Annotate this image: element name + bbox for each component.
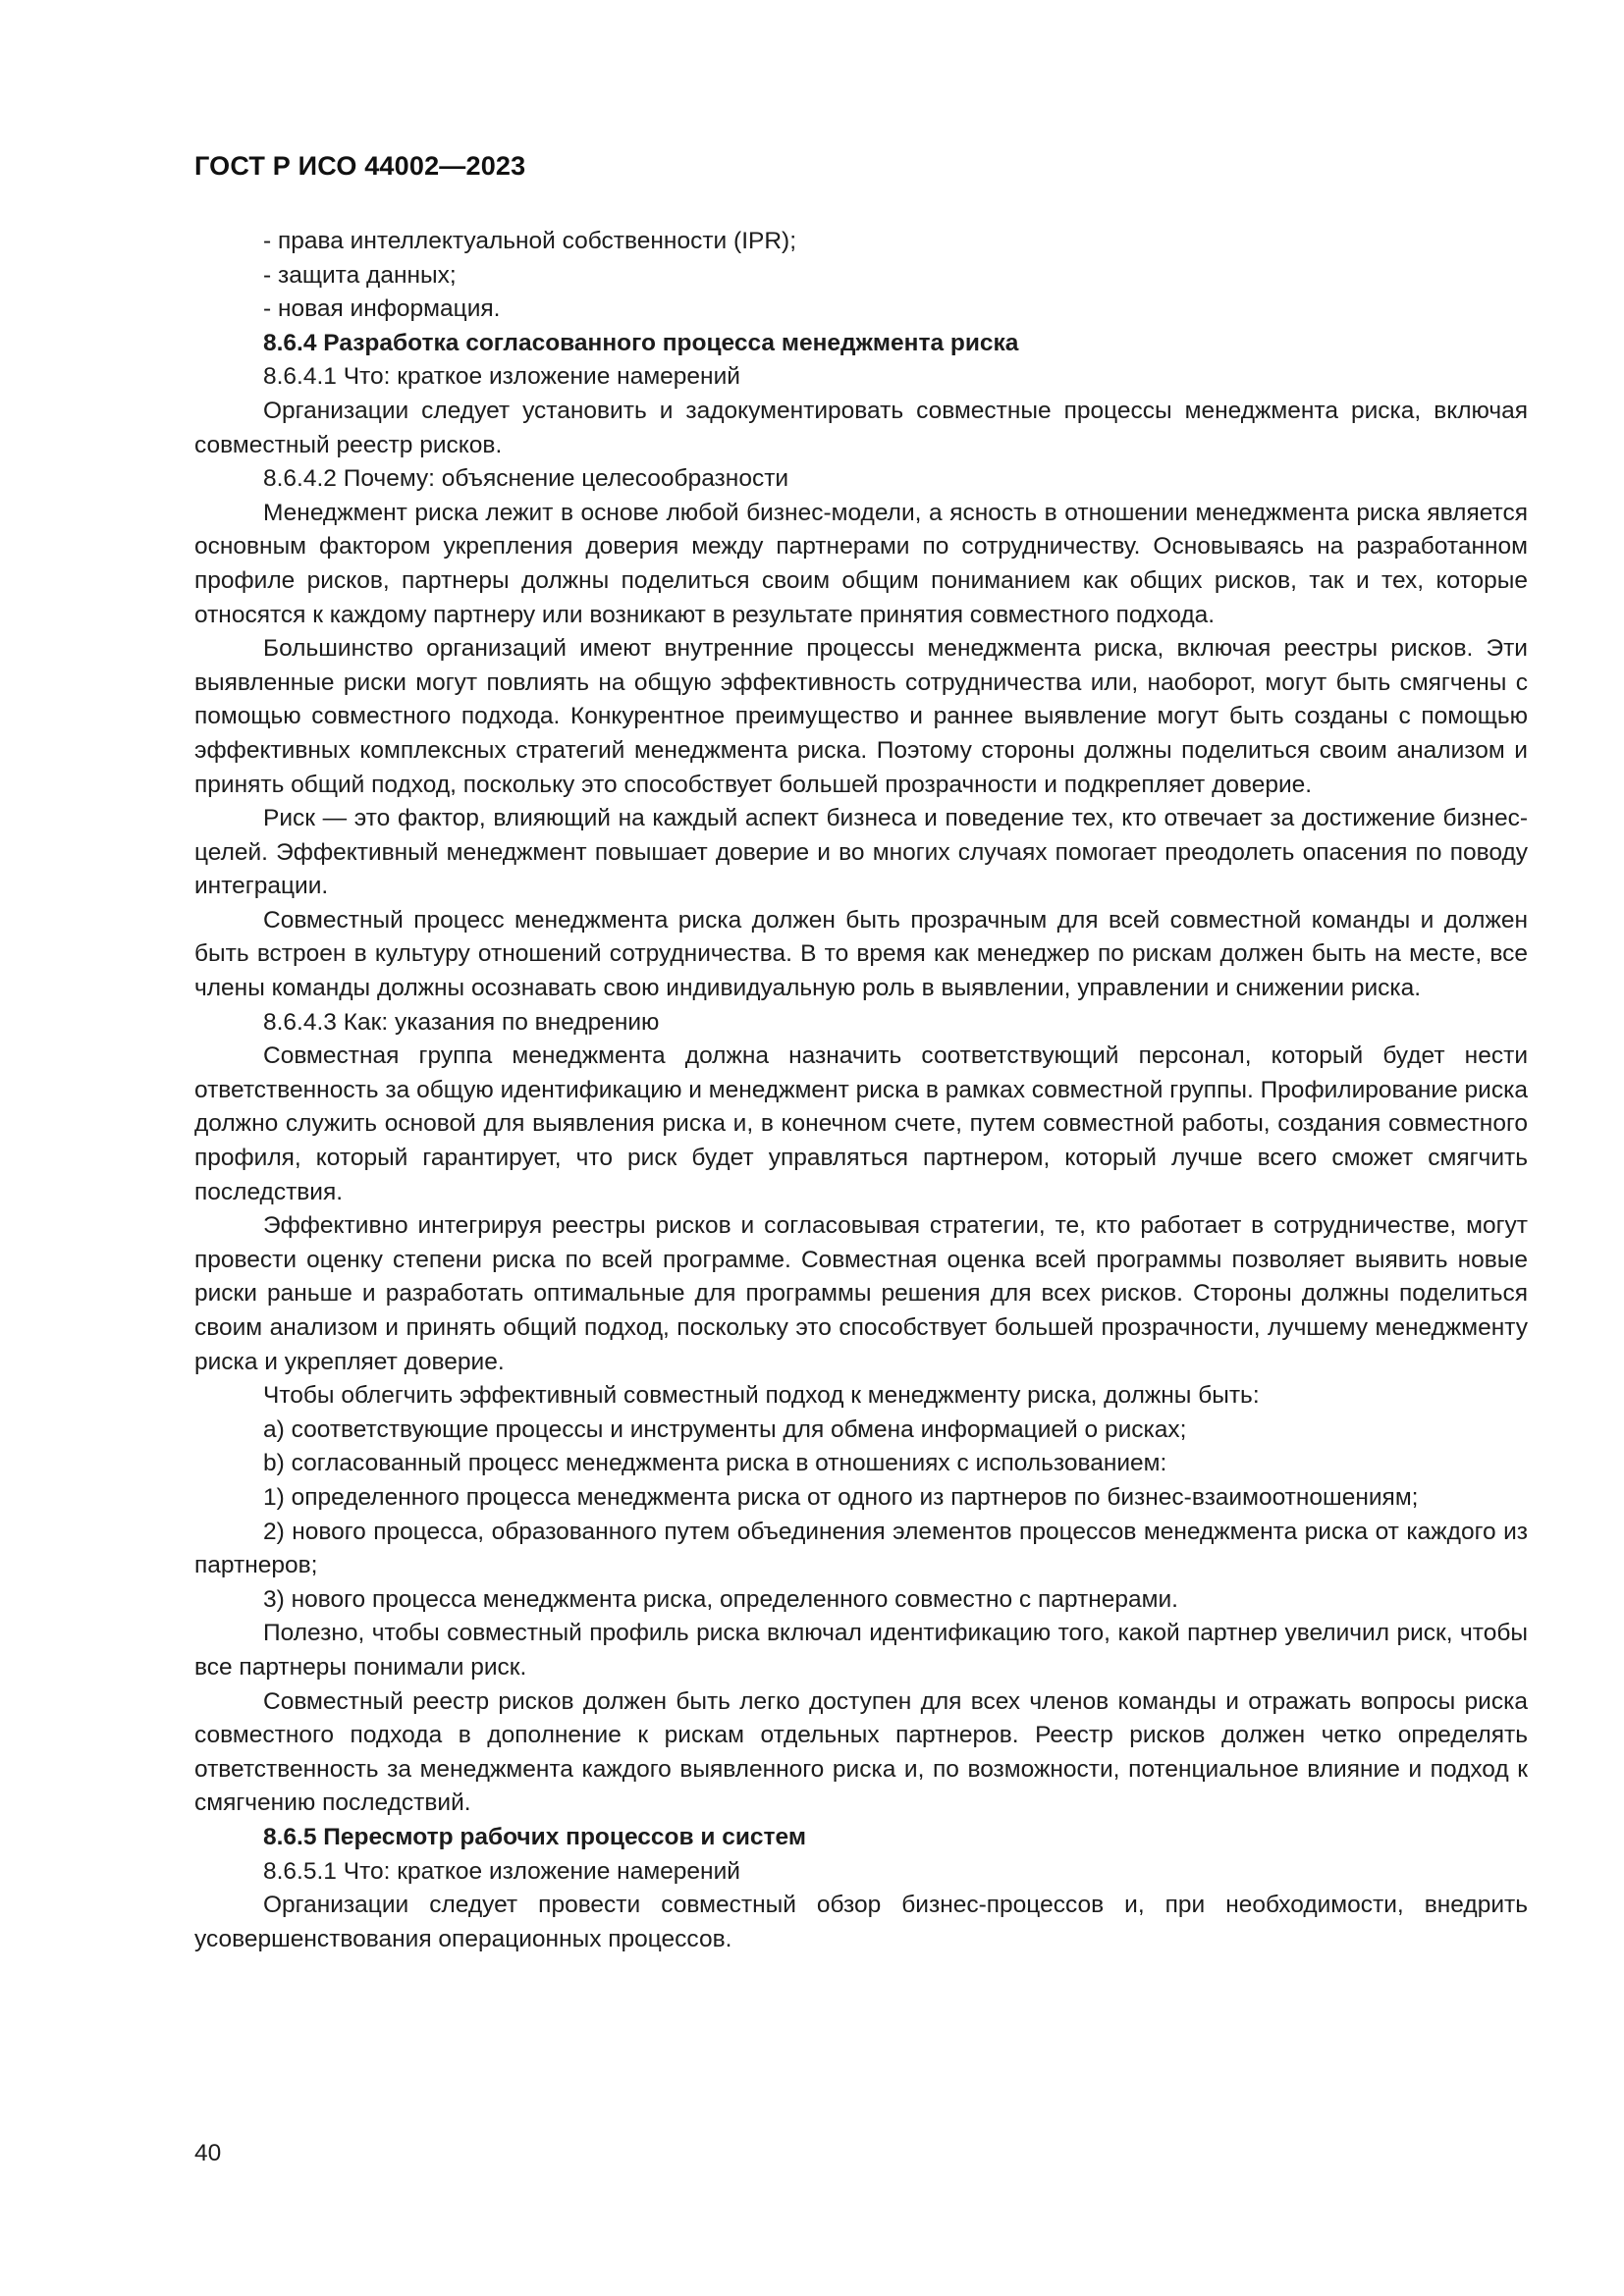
paragraph: Совместный процесс менеджмента риска должен быть прозрачным для всей совместной команды и должен быть встроен в культуру отношений сотрудничества. В то время как менеджер по рискам должен быть на месте, все члены команды должны осознавать свою индивидуальную роль в выявлении, управлении и снижении риска. — [194, 906, 1528, 1002]
paragraph: Совместная группа менеджмента должна назначить соответствующий персонал, который будет нести ответственность за общую идентификацию и менеджмент риска в рамках совместной группы. Профилирование риска должно служить основой для выявления риска и, в конечном счете, путем совместной работы, создания совместного профиля, который гарантирует, что риск будет управляться партнером, который лучше всего сможет смягчить последствия. — [194, 1042, 1528, 1205]
paragraph: Организации следует провести совместный обзор бизнес-процессов и, при необходимости, внедрить усовершенствования операционных процессов. — [194, 1892, 1528, 1952]
subsection-heading-8-6-5-1: 8.6.5.1 Что: краткое изложение намерений — [263, 1857, 740, 1885]
paragraph: Большинство организаций имеют внутренние процессы менеджмента риска, включая реестры рисков. Эти выявленные риски могут повлиять на общую эффективность сотрудничества или, наоборот, могут быть смягчены с помощью совместного подхода. Конкурентное преимущество и раннее выявление могут быть созданы с помощью эффективных комплексных стратегий менеджмента риска. Поэтому стороны должны поделиться своим анализом и принять общий подход, поскольку это способствует большей прозрачности и подкрепляет доверие. — [194, 635, 1528, 798]
list-item: - защита данных; — [263, 261, 457, 289]
paragraph: Полезно, чтобы совместный профиль риска включал идентификацию того, какой партнер увеличил риск, чтобы все партнеры понимали риск. — [194, 1620, 1528, 1681]
list-item: 1) определенного процесса менеджмента риска от одного из партнеров по бизнес-взаимоотношениям; — [263, 1483, 1419, 1511]
page-number: 40 — [194, 2140, 222, 2166]
paragraph: Эффективно интегрируя реестры рисков и согласовывая стратегии, те, кто работает в сотрудничестве, могут провести оценку степени риска по всей программе. Совместная оценка всей программы позволяет выявить новые риски раньше и разработать оптимальные для программы решения для всех рисков. Стороны должны поделиться своим анализом и принять общий подход, поскольку это способствует большей прозрачности, лучшему менеджменту риска и укрепляет доверие. — [194, 1212, 1528, 1375]
list-item: b) согласованный процесс менеджмента риска в отношениях с использованием: — [263, 1450, 1167, 1477]
list-intro: Чтобы облегчить эффективный совместный подход к менеджменту риска, должны быть: — [263, 1382, 1260, 1410]
list-item: 2) нового процесса, образованного путем объединения элементов процессов менеджмента риска от каждого из партнеров; — [194, 1518, 1528, 1579]
subsection-heading-8-6-4-2: 8.6.4.2 Почему: объяснение целесообразности — [263, 465, 789, 493]
section-heading-8-6-5: 8.6.5 Пересмотр рабочих процессов и систем — [263, 1823, 806, 1850]
page-body — [194, 225, 1528, 1956]
list-item: - новая информация. — [263, 295, 501, 323]
document-header: ГОСТ Р ИСО 44002—2023 — [194, 151, 526, 181]
paragraph: Менеджмент риска лежит в основе любой бизнес-модели, а ясность в отношении менеджмента риска является основным фактором укрепления доверия между партнерами по сотрудничеству. Основываясь на разработанном профиле рисков, партнеры должны поделиться своим общим пониманием как общих рисков, так и тех, которые относятся к каждому партнеру или возникают в результате принятия совместного подхода. — [194, 499, 1528, 628]
subsection-heading-8-6-4-1: 8.6.4.1 Что: краткое изложение намерений — [263, 363, 740, 391]
paragraph: Организации следует установить и задокументировать совместные процессы менеджмента риска, включая совместный реестр рисков. — [194, 397, 1528, 458]
paragraph: Риск — это фактор, влияющий на каждый аспект бизнеса и поведение тех, кто отвечает за достижение бизнес-целей. Эффективный менеджмент повышает доверие и во многих случаях помогает преодолеть опасения по поводу интеграции. — [194, 805, 1528, 900]
list-item: a) соответствующие процессы и инструменты для обмена информацией о рисках; — [263, 1415, 1187, 1443]
list-item: - права интеллектуальной собственности (IPR); — [263, 228, 797, 254]
paragraph: Совместный реестр рисков должен быть легко доступен для всех членов команды и отражать вопросы риска совместного подхода в дополнение к рискам отдельных партнеров. Реестр рисков должен четко определять ответственность за менеджмента каждого выявленного риска и, по возможности, потенциальное влияние и подход к смягчению последствий. — [194, 1687, 1528, 1817]
section-heading-8-6-4: 8.6.4 Разработка согласованного процесса менеджмента риска — [263, 329, 1019, 356]
subsection-heading-8-6-4-3: 8.6.4.3 Как: указания по внедрению — [263, 1008, 660, 1036]
list-item: 3) нового процесса менеджмента риска, определенного совместно с партнерами. — [263, 1585, 1178, 1613]
